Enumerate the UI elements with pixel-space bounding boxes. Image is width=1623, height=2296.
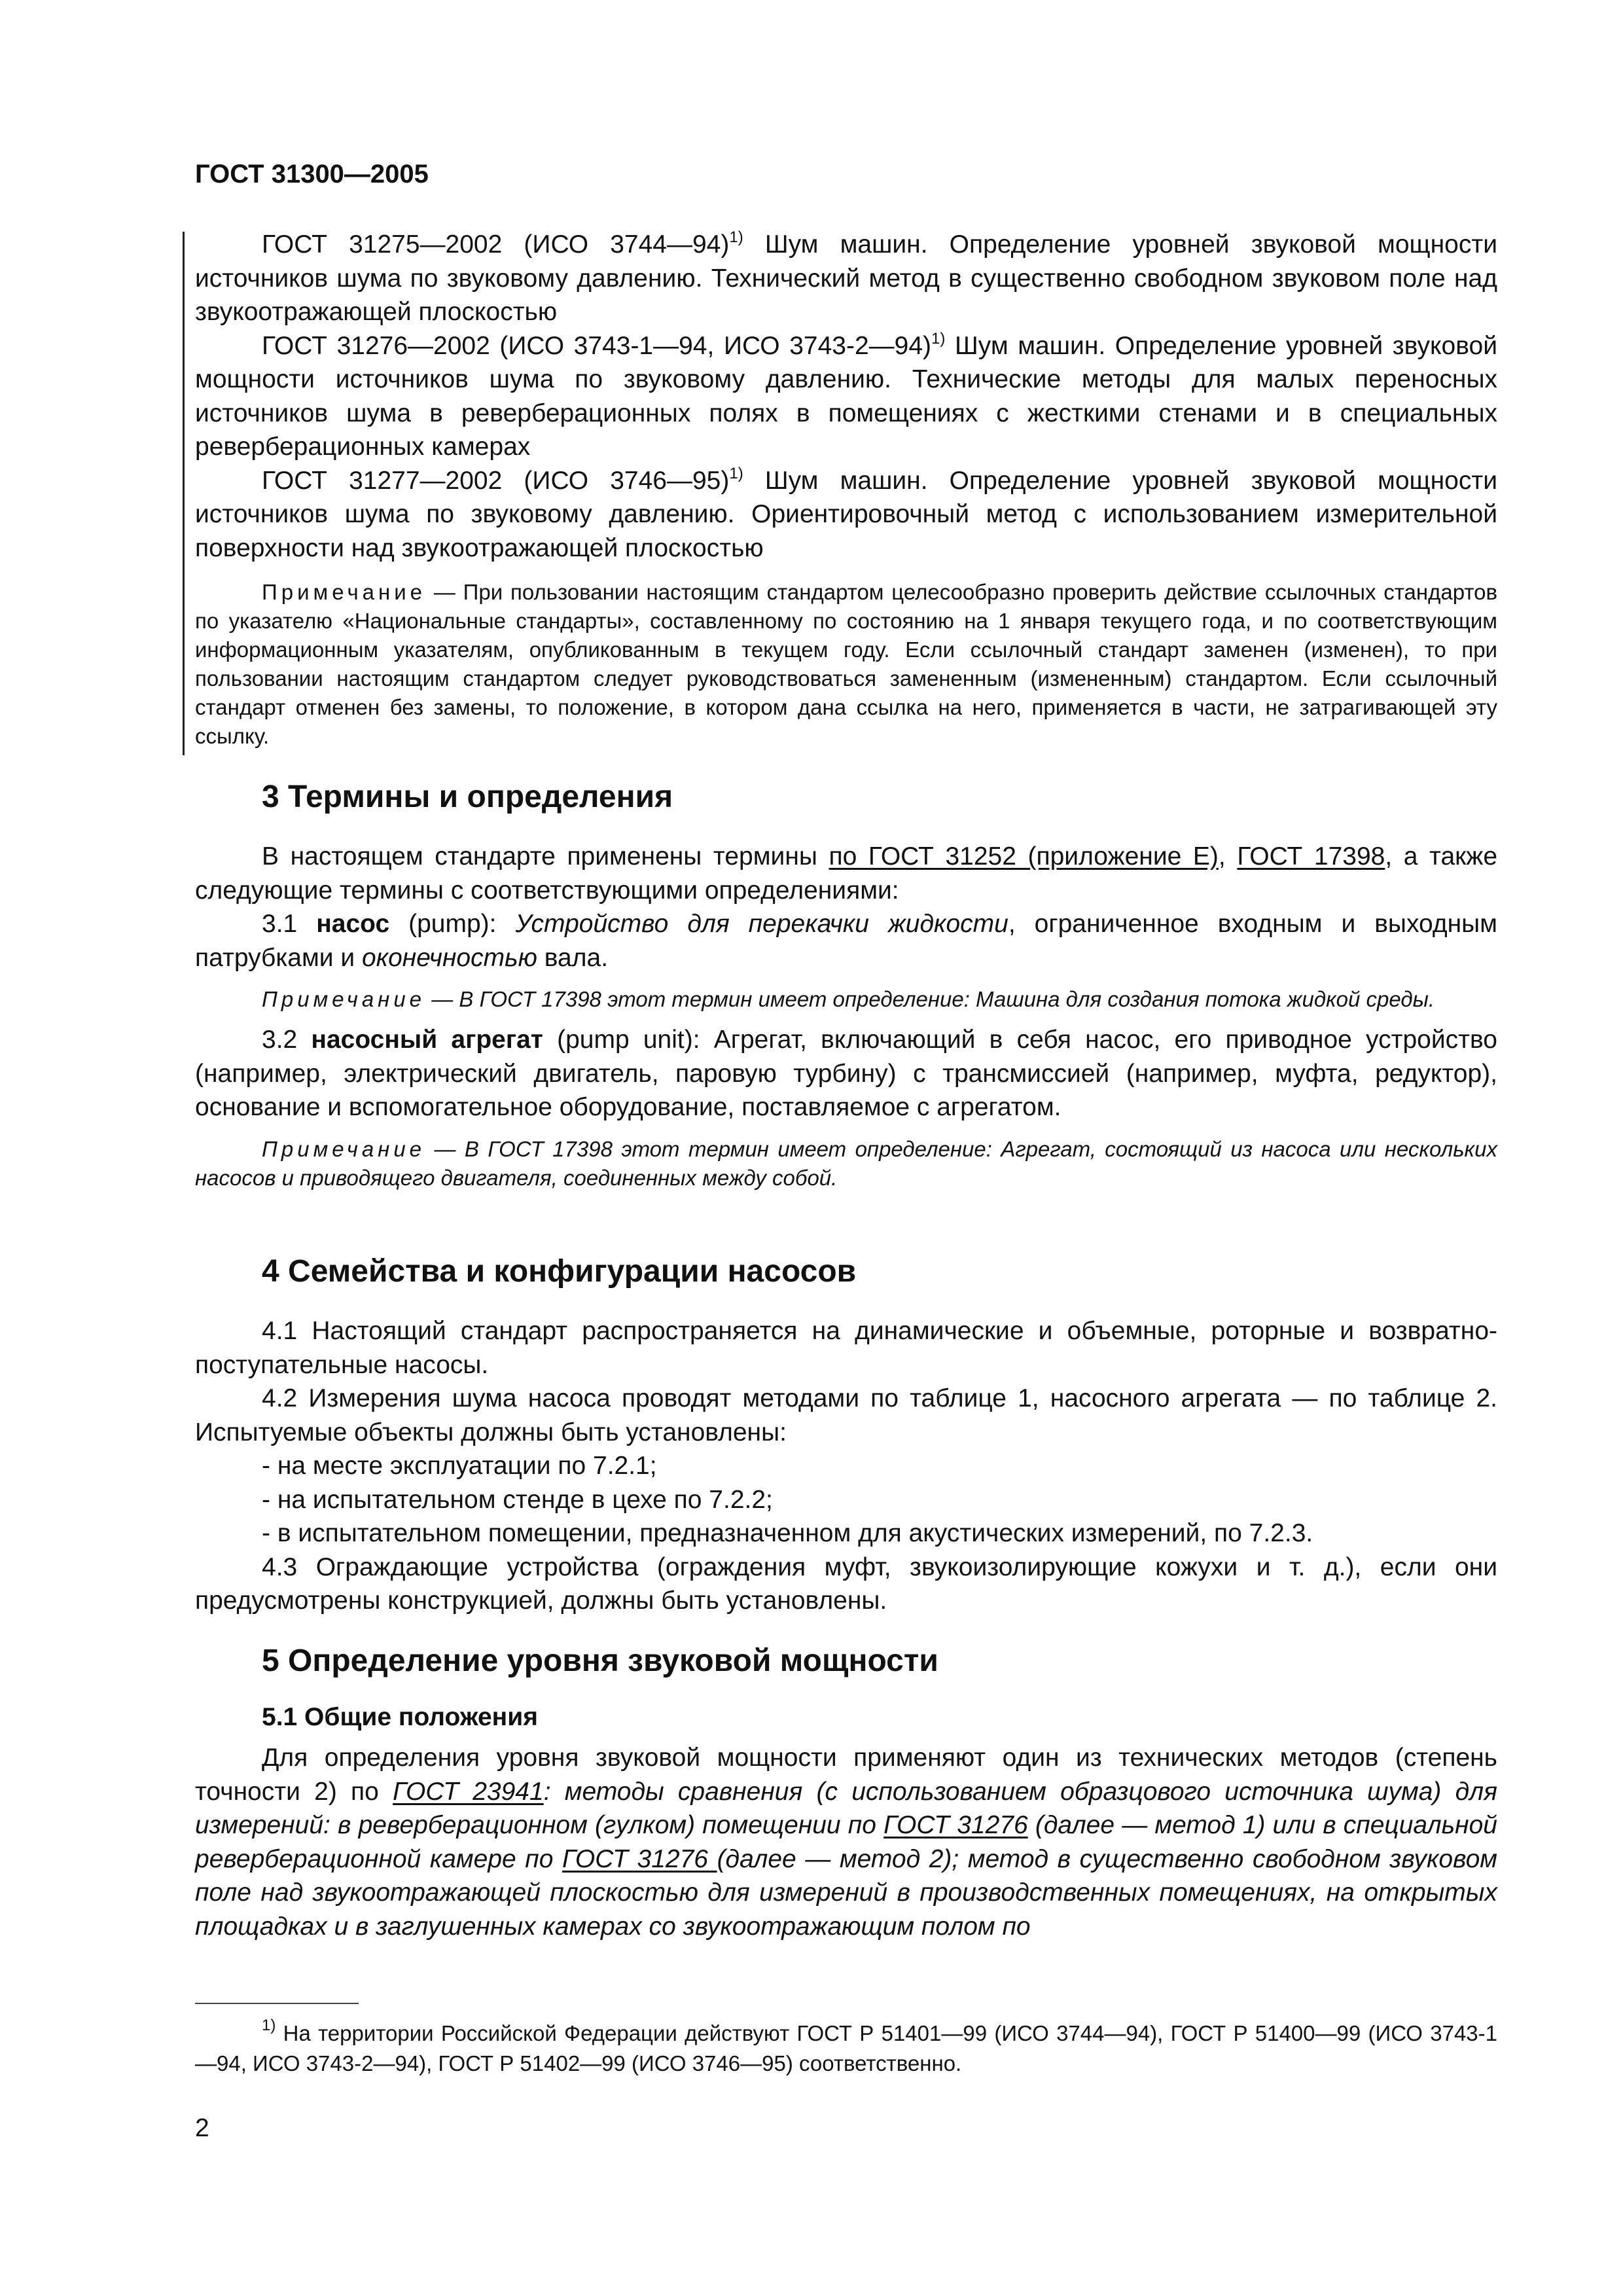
link-gost-31276[interactable]: ГОСТ 31276 (883, 1811, 1028, 1839)
list-item: - в испытательном помещении, предназначенном для акустических измерений, по 7.2.3. (262, 1519, 1313, 1547)
link-gost-31276-2[interactable]: ГОСТ 31276 (562, 1844, 717, 1873)
link-gost-23941[interactable]: ГОСТ 23941 (393, 1777, 544, 1806)
link-gost-17398[interactable]: ГОСТ 17398 (1237, 842, 1385, 870)
list-item: - на месте эксплуатации по 7.2.1; (262, 1452, 657, 1480)
paragraph-4-1: 4.1 Настоящий стандарт распространяется на динамические и объемные, роторные и возвратно-поступательные насосы. (195, 1317, 1497, 1379)
section-4-title: 4 Семейства и конфигурации насосов (262, 1254, 857, 1289)
reference-entry: ГОСТ 31277—2002 (ИСО 3746—95)$^{1)}$ Шум машин. Определение уровней звуковой мощности источников шума по звуковому давлению. Ориентировочный метод с использованием измерительной поверхности над звукоотражающей плоскостью (195, 464, 1497, 562)
subsection-5-1-title: 5.1 Общие положения (262, 1703, 538, 1731)
term-3-1: 3.1 насос (pump): Устройство для перекачки жидкости, ограниченное входным и выходным патрубками и оконечностью вала. (195, 910, 1497, 972)
paragraph-5-1: Для определения уровня звуковой мощности применяют один из технических методов (степень точности 2) по ГОСТ 23941: методы сравнения (с использованием образцового источника шума) для измерений: в реверберационном (гулком) помещении по ГОСТ 31276 (далее — метод 1) или в специальной реверберационной камере по ГОСТ 31276 (далее — метод 2); метод в существенно свободном звуковом поле над звукоотражающей плоскостью для измерений в производственных помещениях, на открытых площадках и в заглушенных камерах со звукоотражающим полом по (195, 1744, 1497, 1941)
list-item: - на испытательном стенде в цехе по 7.2.2; (262, 1485, 773, 1514)
term-3-2: 3.2 насосный агрегат (pump unit): Агрегат, включающий в себя насос, его приводное устройство (например, электрический двигатель, паровую турбину) с трансмиссией (например, муфта, редуктор), основание и вспомогательное оборудование, поставляемое с агрегатом. (195, 1026, 1497, 1121)
section-3-body (195, 840, 1497, 1193)
section-4-body (195, 1314, 1497, 1618)
page-number: 2 (195, 2114, 209, 2142)
note-term-3-2: Примечание — В ГОСТ 17398 этот термин имеет определение: Агрегат, состоящий из насоса или нескольких насосов и приводящего двигателя, соединенных между собой. (195, 1136, 1497, 1190)
paragraph-4-3: 4.3 Ограждающие устройства (ограждения муфт, звукоизолирующие кожухи и т. д.), если они предусмотрены конструкцией, должны быть установлены. (195, 1552, 1497, 1615)
section-5-body (195, 1741, 1497, 1943)
references-block (195, 228, 1497, 751)
footnote-separator (195, 2003, 359, 2004)
note-references: Примечание — При пользовании настоящим стандартом целесообразно проверить действие ссылочных стандартов по указателю «Национальные стандарты», составленному по состоянию на 1 января текущего года, и по соответствующим информационным указателям, опубликованным в текущем году. Если ссылочный стандарт заменен (изменен), то при пользовании настоящим стандартом следует руководствоваться замененным (измененным) стандартом. Если ссылочный стандарт отменен без замены, то положение, в котором дана ссылка на него, применяется в части, не затрагивающей эту ссылку. (195, 580, 1497, 748)
footnote: $^{1)}$ На территории Российской Федерации действуют ГОСТ Р 51401—99 (ИСО 3744—94), ГОСТ Р 51400—99 (ИСО 3743-1—94, ИСО 3743-2—94), ГОСТ Р 51402—99 (ИСО 3746—95) соответственно. (195, 2017, 1497, 2075)
link-gost-31252[interactable]: по ГОСТ 31252 (приложение Е) (829, 842, 1219, 870)
paragraph-4-2: 4.2 Измерения шума насоса проводят методами по таблице 1, насосного агрегата — по таблице 2. Испытуемые объекты должны быть установлены: (195, 1384, 1497, 1446)
section-3-intro: В настоящем стандарте применены термины по ГОСТ 31252 (приложение Е), ГОСТ 17398, а также следующие термины с соответствующими определениями: (195, 842, 1498, 905)
section-5-title: 5 Определение уровня звуковой мощности (262, 1643, 938, 1678)
reference-entry: ГОСТ 31276—2002 (ИСО 3743-1—94, ИСО 3743-2—94)$^{1)}$ Шум машин. Определение уровней звуковой мощности источников шума по звуковому давлению. Технические методы для малых переносных источников шума в реверберационных полях в помещениях с жесткими стенами и в специальных реверберационных камерах (195, 329, 1497, 461)
reference-entry: ГОСТ 31275—2002 (ИСО 3744—94)$^{1)}$ Шум машин. Определение уровней звуковой мощности источников шума по звуковому давлению. Технический метод в существенно свободном звуковом поле над звукоотражающей плоскостью (195, 228, 1497, 326)
section-3-title: 3 Термины и определения (262, 780, 673, 814)
note-term-3-1: Примечание — В ГОСТ 17398 этот термин имеет определение: Машина для создания потока жидкой среды. (262, 987, 1435, 1011)
change-bar (183, 232, 185, 755)
document-header: ГОСТ 31300—2005 (195, 160, 429, 188)
